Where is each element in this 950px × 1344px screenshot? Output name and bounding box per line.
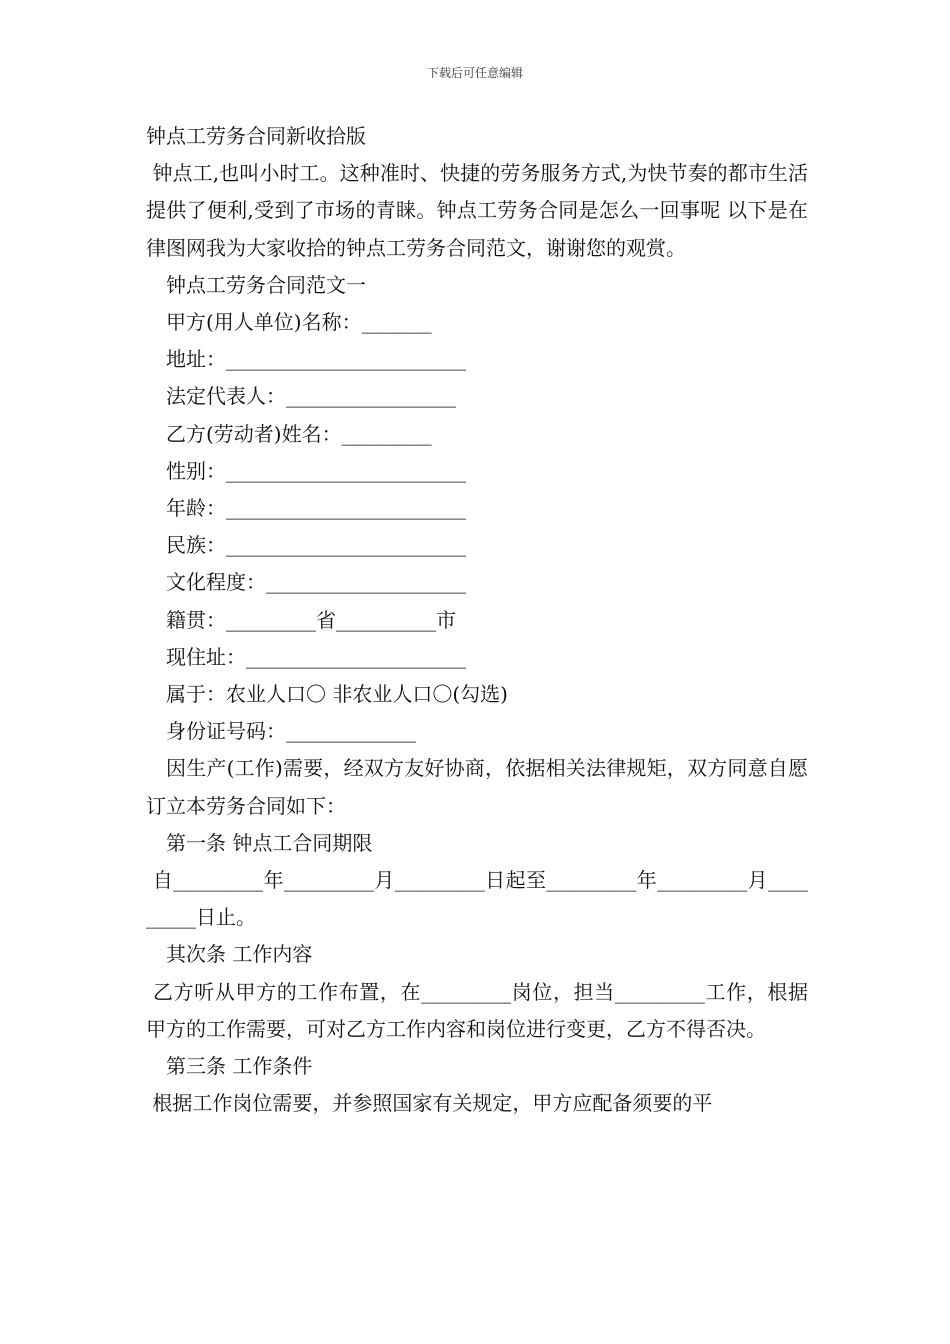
page-header: 下载后可任意编辑 <box>426 66 523 80</box>
field-ethnicity: 民族：________________________ <box>166 533 466 558</box>
field-current-address: 现住址：______________________ <box>166 644 466 669</box>
article-two-heading: 其次条 工作内容 <box>166 942 313 967</box>
article-two-body: 乙方听从甲方的工作布置，在_________岗位，担当_________工作，根据甲方的工作需要，可对乙方工作内容和岗位进行变更，乙方不得否决。 <box>146 979 808 1041</box>
field-education: 文化程度：____________________ <box>166 570 466 595</box>
document-title: 钟点工劳务合同新收拾版 <box>146 124 366 148</box>
document-body <box>146 118 808 1122</box>
field-id-number: 身份证号码：_____________ <box>166 719 416 744</box>
field-age: 年龄：________________________ <box>166 496 466 521</box>
field-gender: 性别：________________________ <box>166 458 466 483</box>
article-one-heading: 第一条 钟点工合同期限 <box>166 830 373 855</box>
article-three-heading: 第三条 工作条件 <box>166 1054 313 1079</box>
article-one-body: 自_________年_________月_________日起至_________年_________月_________日止。 <box>146 868 809 930</box>
field-household-type: 属于：农业人口〇 非农业人口〇(勾选) <box>166 682 508 707</box>
intro-paragraph: 钟点工,也叫小时工。这种准时、快捷的劳务服务方式,为快节奏的都市生活提供了便利,受到了市场的青睐。钟点工劳务合同是怎么一回事呢 以下是在律图网我为大家收拾的钟点工劳务合同范文，谢谢您的观赏。 <box>146 161 809 260</box>
field-employer-name: 甲方(用人单位)名称：_______ <box>166 310 432 335</box>
field-legal-representative: 法定代表人：_________________ <box>166 384 456 409</box>
agreement-paragraph: 因生产(工作)需要，经双方友好协商，依据相关法律规矩，双方同意自愿订立本劳务合同如下： <box>146 756 808 818</box>
section-heading-sample-one: 钟点工劳务合同范文一 <box>166 272 366 297</box>
field-native-place: 籍贯：_________省__________市 <box>166 607 456 632</box>
field-address: 地址：________________________ <box>166 347 466 372</box>
article-three-body: 根据工作岗位需要，并参照国家有关规定，甲方应配备须要的平 <box>146 1091 713 1116</box>
field-worker-name: 乙方(劳动者)姓名：_________ <box>166 421 432 446</box>
